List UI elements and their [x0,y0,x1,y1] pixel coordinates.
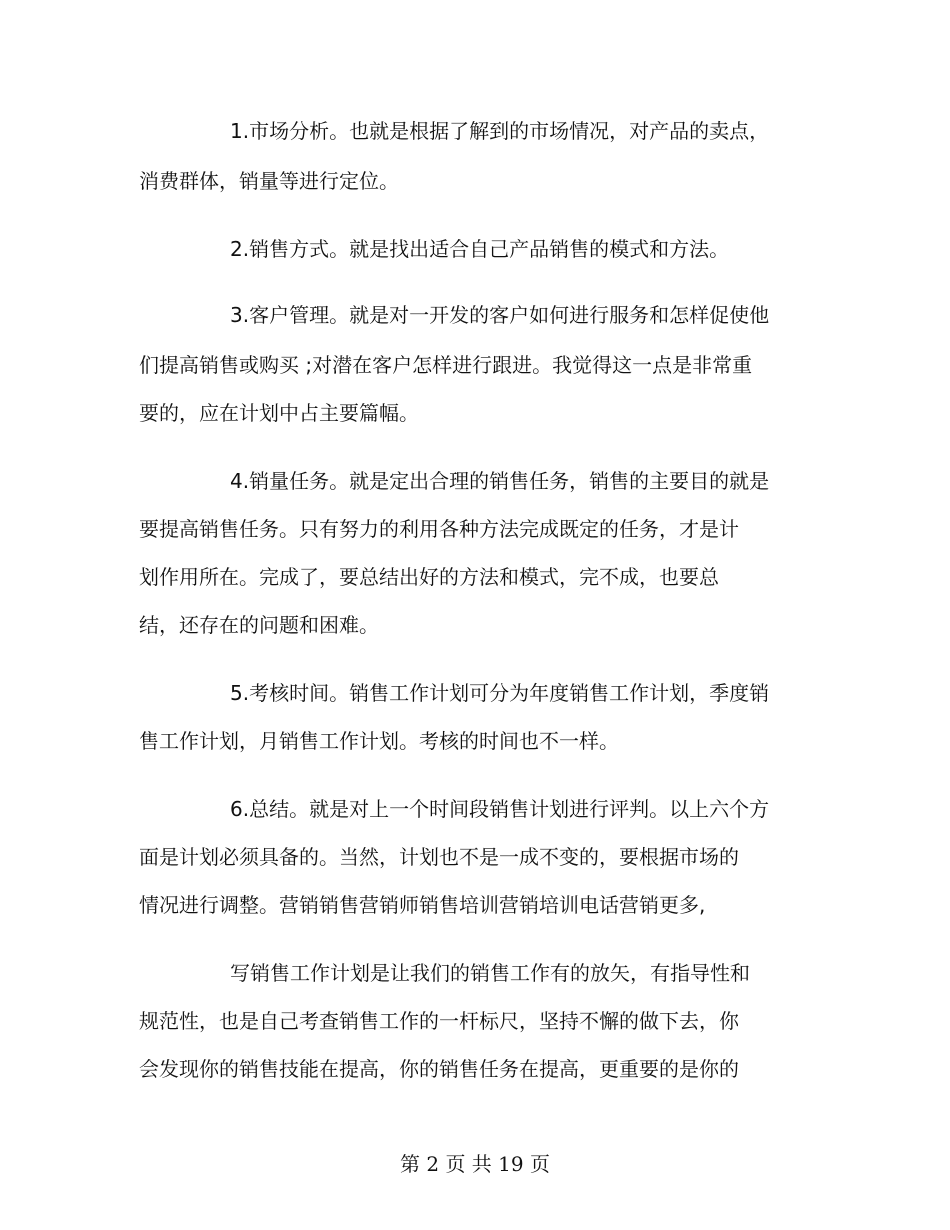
paragraph-3-line-1: 3.客户管理。就是对一开发的客户如何进行服务和怎样促使他 [230,303,770,327]
paragraph-2-line-1: 2.销售方式。就是找出适合自己产品销售的模式和方法。 [230,237,730,261]
paragraph-4-line-1: 4.销量任务。就是定出合理的销售任务，销售的主要目的就是 [230,469,770,493]
paragraph-6-line-2: 面是计划必须具备的。当然，计划也不是一成不变的，要根据市场的 [139,845,739,869]
paragraph-5-line-1: 5.考核时间。销售工作计划可分为年度销售工作计划，季度销 [230,681,770,705]
paragraph-4-line-2: 要提高销售任务。只有努力的利用各种方法完成既定的任务，才是计 [139,517,739,541]
paragraph-6-line-1: 6.总结。就是对上一个时间段销售计划进行评判。以上六个方 [230,797,770,821]
paragraph-4-line-3: 划作用所在。完成了，要总结出好的方法和模式，完不成，也要总 [139,565,719,589]
paragraph-1-line-1: 1.市场分析。也就是根据了解到的市场情况，对产品的卖点， [230,119,770,143]
paragraph-5-line-2: 售工作计划，月销售工作计划。考核的时间也不一样。 [139,729,619,753]
paragraph-7-line-2: 规范性，也是自己考查销售工作的一杆标尺，坚持不懈的做下去，你 [139,1009,739,1033]
paragraph-7-line-1: 写销售工作计划是让我们的销售工作有的放矢，有指导性和 [230,961,750,985]
paragraph-7-line-3: 会发现你的销售技能在提高，你的销售任务在提高，更重要的是你的 [139,1057,739,1081]
paragraph-6-line-3: 情况进行调整。营销销售营销师销售培训营销培训电话营销更多, [139,893,706,917]
page-number-footer: 第 2 页 共 19 页 [400,1152,550,1176]
paragraph-1-line-2: 消费群体，销量等进行定位。 [139,169,399,193]
paragraph-3-line-2: 们提高销售或购买 ;对潜在客户怎样进行跟进。我觉得这一点是非常重 [139,353,753,377]
paragraph-3-line-3: 要的，应在计划中占主要篇幅。 [139,401,419,425]
paragraph-4-line-4: 结，还存在的问题和困难。 [139,613,379,637]
